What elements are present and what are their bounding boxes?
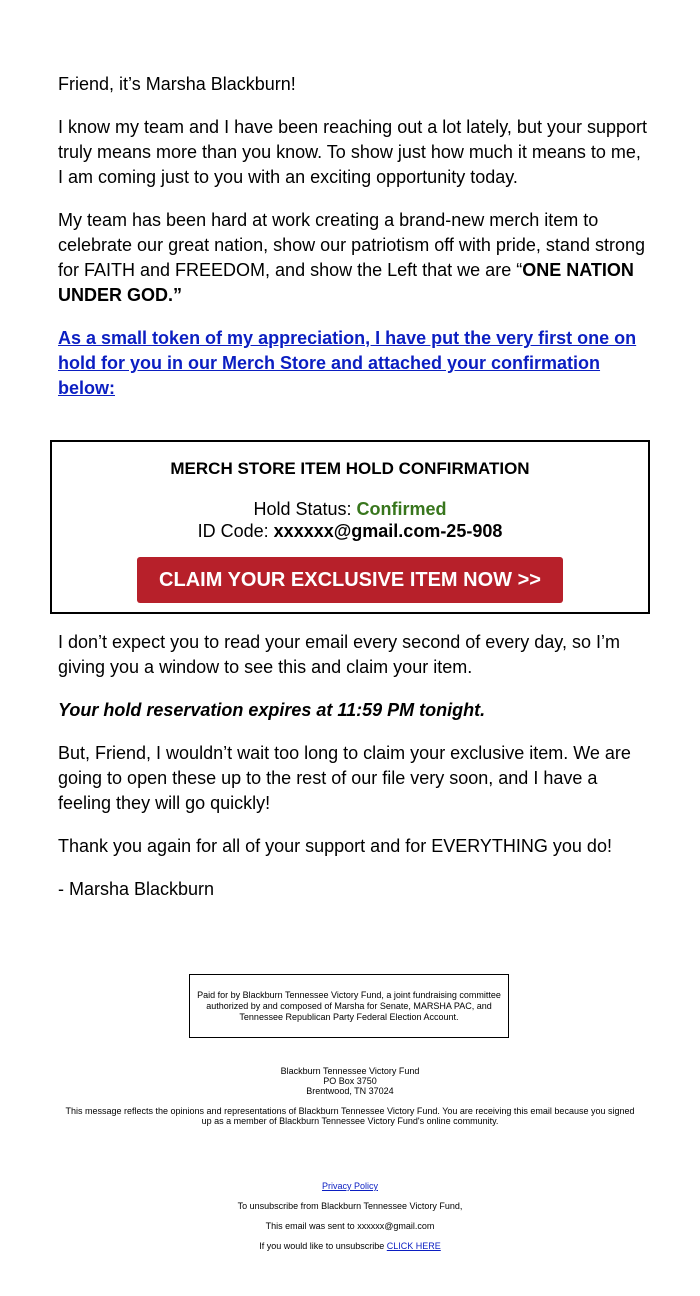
email-body bbox=[58, 72, 648, 419]
address-city: Brentwood, TN 37024 bbox=[306, 1086, 394, 1096]
lead-paragraph bbox=[58, 326, 648, 401]
id-code-label: ID Code: bbox=[197, 521, 274, 541]
thanks-paragraph: Thank you again for all of your support and for EVERYTHING you do! bbox=[58, 836, 612, 856]
disclaimer-text: Paid for by Blackburn Tennessee Victory Fund, a joint fundraising committee authorized by and composed of Marsha for Senate, MARSHA PAC, and Tennessee Republican Party Federal Election Account. bbox=[197, 989, 501, 1022]
closing-section bbox=[58, 630, 648, 920]
hold-status bbox=[52, 498, 648, 520]
id-code-value: xxxxxx@gmail.com-25-908 bbox=[273, 521, 503, 541]
unsubscribe-text: If you would like to unsubscribe bbox=[259, 1241, 387, 1251]
unsubscribe-intro: To unsubscribe from Blackburn Tennessee Victory Fund, bbox=[237, 1201, 463, 1211]
one-nation-emphasis: ONE NATION UNDER GOD.” bbox=[58, 260, 634, 305]
paid-for-disclaimer bbox=[189, 974, 509, 1038]
claim-item-button[interactable]: CLAIM YOUR EXCLUSIVE ITEM NOW >> bbox=[137, 557, 563, 603]
confirmation-title: MERCH STORE ITEM HOLD CONFIRMATION bbox=[170, 459, 530, 478]
expiry-notice: Your hold reservation expires at 11:59 PM tonight. bbox=[58, 700, 486, 720]
privacy-policy-link[interactable]: Privacy Policy bbox=[321, 1181, 378, 1191]
unsubscribe-line bbox=[0, 1241, 700, 1251]
hold-status-label: Hold Status: bbox=[253, 499, 357, 519]
merch-paragraph-text: My team has been hard at work creating a brand-new merch item to celebrate our great nation, show our patriotism off with pride, stand strong for FAITH and FREEDOM, and show the Left that we are “ bbox=[58, 210, 645, 280]
opinion-notice: This message reflects the opinions and representations of Blackburn Tennessee Victory Fund. You are receiving this email because you signed up as a member of Blackburn Tennessee Victory Fund's online community. bbox=[65, 1106, 635, 1126]
merch-paragraph bbox=[58, 208, 648, 308]
appreciation-link[interactable]: As a small token of my appreciation, I have put the very first one on hold for you in our Merch Store and attached your confirmation below: bbox=[58, 328, 637, 398]
id-code bbox=[52, 520, 648, 542]
greeting: Friend, it’s Marsha Blackburn! bbox=[58, 74, 296, 94]
hold-status-value: Confirmed bbox=[356, 499, 447, 519]
hold-confirmation-box bbox=[50, 440, 650, 614]
signature: - Marsha Blackburn bbox=[58, 879, 215, 899]
urgency-paragraph: But, Friend, I wouldn’t wait too long to claim your exclusive item. We are going to open these up to the rest of our file very soon, and I have a feeling they will go quickly! bbox=[58, 743, 631, 813]
sent-to-notice: This email was sent to xxxxxx@gmail.com bbox=[265, 1221, 435, 1231]
intro-paragraph: I know my team and I have been reaching out a lot lately, but your support truly means more than you know. To show just how much it means to me, I am coming just to you with an exciting opportunity today. bbox=[58, 117, 648, 187]
unsubscribe-link[interactable]: CLICK HERE bbox=[386, 1241, 441, 1251]
address-po-box: PO Box 3750 bbox=[323, 1076, 377, 1086]
window-paragraph: I don’t expect you to read your email every second of every day, so I’m giving you a window to see this and claim your item. bbox=[58, 632, 620, 677]
mailing-address bbox=[0, 1066, 700, 1096]
privacy-section bbox=[0, 1181, 700, 1191]
address-org: Blackburn Tennessee Victory Fund bbox=[280, 1066, 420, 1076]
